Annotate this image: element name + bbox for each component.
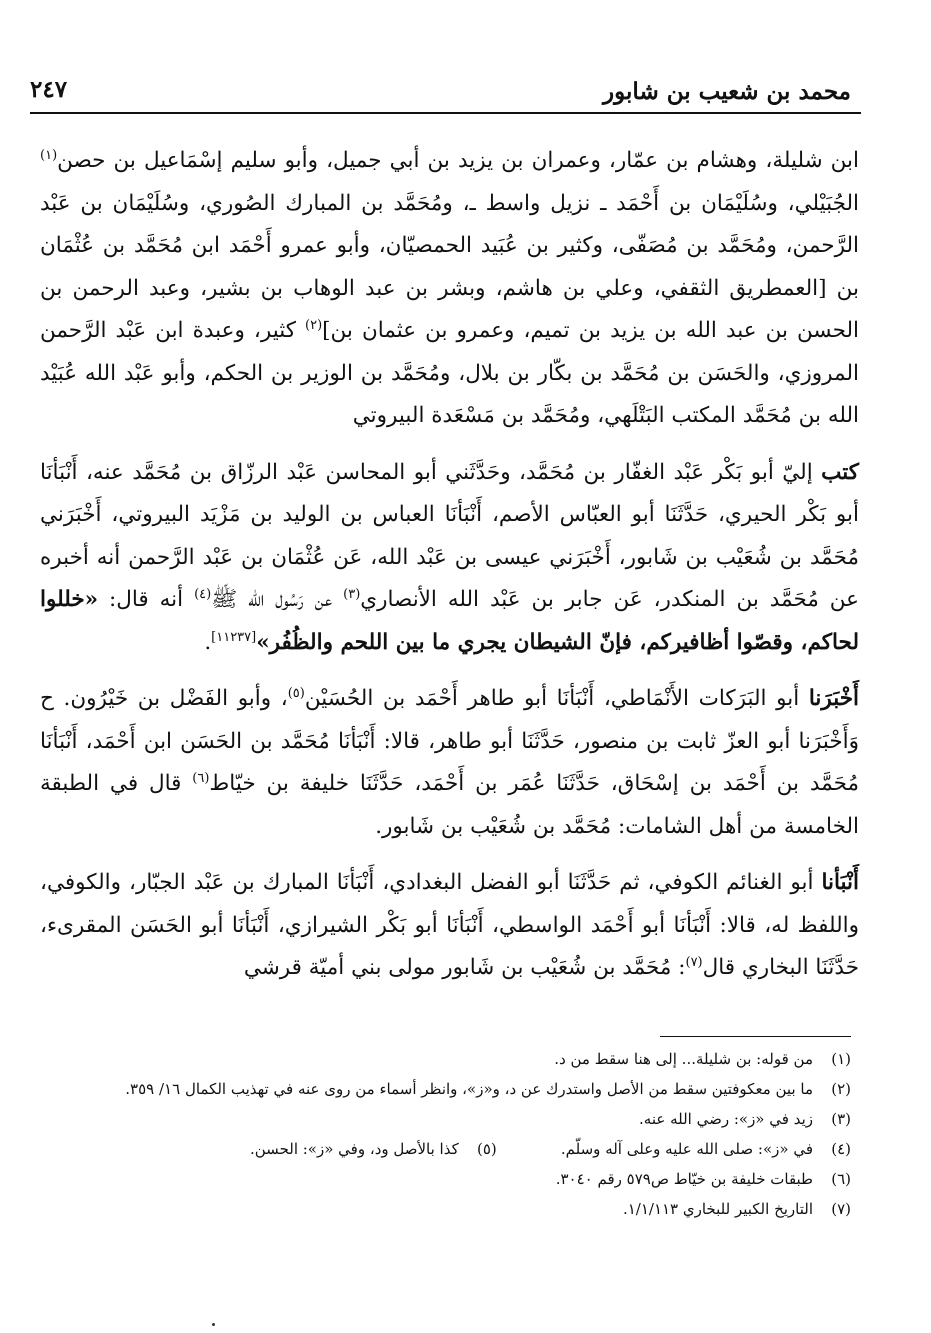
footnote-number: (٧) <box>831 1200 851 1218</box>
hadith-number: [١١٢٣٧] <box>211 629 257 645</box>
footnote-2 <box>50 1076 851 1102</box>
paragraph-1 <box>40 140 859 438</box>
paragraph-3 <box>40 678 859 848</box>
text-run: أنه قال: <box>98 587 195 612</box>
hadith-quote: «خللوا لحاكم، وقصّوا أظافيركم، فإنّ الشيطان يجري ما بين اللحم والظُفُر» <box>40 587 859 655</box>
footnote-ref: (٦) <box>192 770 210 786</box>
footnote-ref: (٥) <box>287 685 305 701</box>
footnote-ref: (٣) <box>343 586 361 602</box>
footnote-ref: (١) <box>40 147 58 163</box>
text-run: ، وأبو الفَضْل بن خَيْرُون. ح وَأَخْبَرَنا أبو العزّ ثابت بن منصور، حَدَّثَنَا أبو طاهر، قالا: أَنْبَأنَا مُحَمَّد بن الحَسَن ابن أَحْمَد، أَنْبَأنَا مُحَمَّد بن أَحْمَد بن إسْحَاق، حَدَّثَنَا عُمَر بن أَحْمَد، حَدَّثَنَا خليفة بن خيّاط <box>40 686 859 796</box>
footnote-text: زيد في «ز»: رضي الله عنه. <box>639 1110 813 1128</box>
text-run: أبو الغنائم الكوفي، ثم حَدَّثَنَا أبو الفضل البغدادي، أَنْبَأنَا المبارك بن عَبْد الجبّار، والكوفي، واللفظ له، قالا: أَنْبَأنَا أبو أَحْمَد الواسطي، أَنْبَأنَا أبو بَكْر الشيرازي، أَنْبَأنَا أبو الحَسَن المقرىء، حَدَّثَنَا البخاري قال <box>40 870 859 980</box>
footnote-number: (٢) <box>831 1080 851 1098</box>
text-run: قال في الطبقة الخامسة من أهل الشامات: مُحَمَّد بن شُعَيْب بن شَابور. <box>40 771 859 839</box>
running-title: محمد بن شعيب بن شابور <box>603 78 851 105</box>
text-run: الجُبَيْلي، وسُلَيْمَان بن أَحْمَد ـ نزيل واسط ـ، ومُحَمَّد بن المبارك الصُوري، وسُلَيْمَان بن عَبْد الرَّحمن، ومُحَمَّد بن مُصَفّى، وكثير بن عُبَيد الحمصيّان، وأبو عمرو أَحْمَد ابن مُحَمَّد بن عُثْمَان بن [العمطريق الثقفي، وعلي بن هاشم، وبشر بن عبد الوهاب بن بشير، وعبد الرحمن بن الحسن بن عبد الله بن يزيد بن تميم، وعمرو بن عثمان بن] <box>40 190 859 343</box>
paragraph-lead: كتب <box>821 459 859 485</box>
scan-speck <box>212 1323 215 1326</box>
footnote-text: التاريخ الكبير للبخاري ١/١/١١٣. <box>622 1200 813 1218</box>
footnotes <box>50 1046 851 1226</box>
footnote-text: من قوله: بن شليلة... إلى هنا سقط من د. <box>554 1050 813 1068</box>
paragraph-lead: أَخْبَرَنا <box>808 686 859 711</box>
footnote-text: ما بين معكوفتين سقط من الأصل واستدرك عن د، و«ز»، وانظر أسماء من روى عنه في تهذيب الكمال ١٦/ ٣٥٩. <box>125 1080 813 1098</box>
text-run: . <box>204 629 212 655</box>
footnote-ref: (٢) <box>305 317 323 333</box>
paragraph-4 <box>40 862 859 990</box>
text-run: عن رَسُول الله ﷺ <box>211 587 344 612</box>
footnote-number: (٥) <box>476 1140 497 1158</box>
footnote-ref: (٤) <box>194 586 212 602</box>
footnote-row <box>50 1136 851 1162</box>
footnote-divider <box>660 1036 851 1037</box>
footnote-3 <box>50 1106 851 1132</box>
page-number: ٢٤٧ <box>30 76 68 103</box>
text-run: ابن شليلة، وهشام بن عمّار، وعمران بن يزيد بن أبي جميل، وأبو سليم إسْمَاعيل بن حصن <box>57 148 859 173</box>
footnote-4 <box>561 1136 851 1162</box>
footnote-text: في «ز»: صلى الله عليه وعلى آله وسلّم. <box>560 1140 813 1158</box>
main-text <box>40 140 859 1004</box>
footnote-text: طبقات خليفة بن خيّاط ص٥٧٩ رقم ٣٠٤٠. <box>555 1170 813 1188</box>
text-run: كثير، وعبدة ابن عَبْد الرَّحمن المروزي، والحَسَن بن مُحَمَّد بن بكّار بن بلال، ومُحَمَّد بن الوزير بن الحكم، وأبو عَبْد الله عُبَيْد الله بن مُحَمَّد المكتب البَتْلَهي، ومُحَمَّد بن مَسْعَدة البيروتي <box>40 318 859 428</box>
footnote-ref: (٧) <box>685 954 703 970</box>
page-header <box>30 72 851 108</box>
footnote-number: (١) <box>831 1050 851 1068</box>
header-divider <box>30 112 861 114</box>
footnote-number: (٦) <box>831 1170 851 1188</box>
paragraph-lead: أَنْبَأنا <box>821 870 859 895</box>
footnote-text: كذا بالأصل ود، وفي «ز»: الحسن. <box>250 1140 459 1158</box>
footnote-number: (٣) <box>831 1110 851 1128</box>
paragraph-2 <box>40 452 859 665</box>
footnote-6 <box>50 1166 851 1192</box>
footnote-5 <box>250 1136 497 1162</box>
footnote-7 <box>50 1196 851 1222</box>
text-run: إليّ أبو بَكْر عَبْد الغفّار بن مُحَمَّد، وحَدَّثَني أبو المحاسن عَبْد الرزّاق بن مُحَمَّد عنه، أَنْبَأنَا أبو بَكْر الحيري، حَدَّثَنَا أبو العبّاس الأصم، أَنْبَأنَا العباس بن الوليد بن مَزْيَد البيروتي، أَخْبَرَني مُحَمَّد بن شُعَيْب بن شَابور، أَخْبَرَني عيسى بن عَبْد الله، عَن عُثْمَان بن عَبْد الرَّحمن أنه أخبره عن مُحَمَّد بن المنكدر، عَن جابر بن عَبْد الله الأنصاري <box>40 459 860 612</box>
text-run: أبو البَرَكات الأَنْمَاطي، أَنْبَأنَا أبو طاهر أَحْمَد بن الحُسَيْن <box>304 686 809 711</box>
footnote-number: (٤) <box>831 1140 851 1158</box>
footnote-1 <box>50 1046 851 1072</box>
text-run: : مُحَمَّد بن شُعَيْب بن شَابور مولى بني أميّة قرشي <box>243 955 686 980</box>
